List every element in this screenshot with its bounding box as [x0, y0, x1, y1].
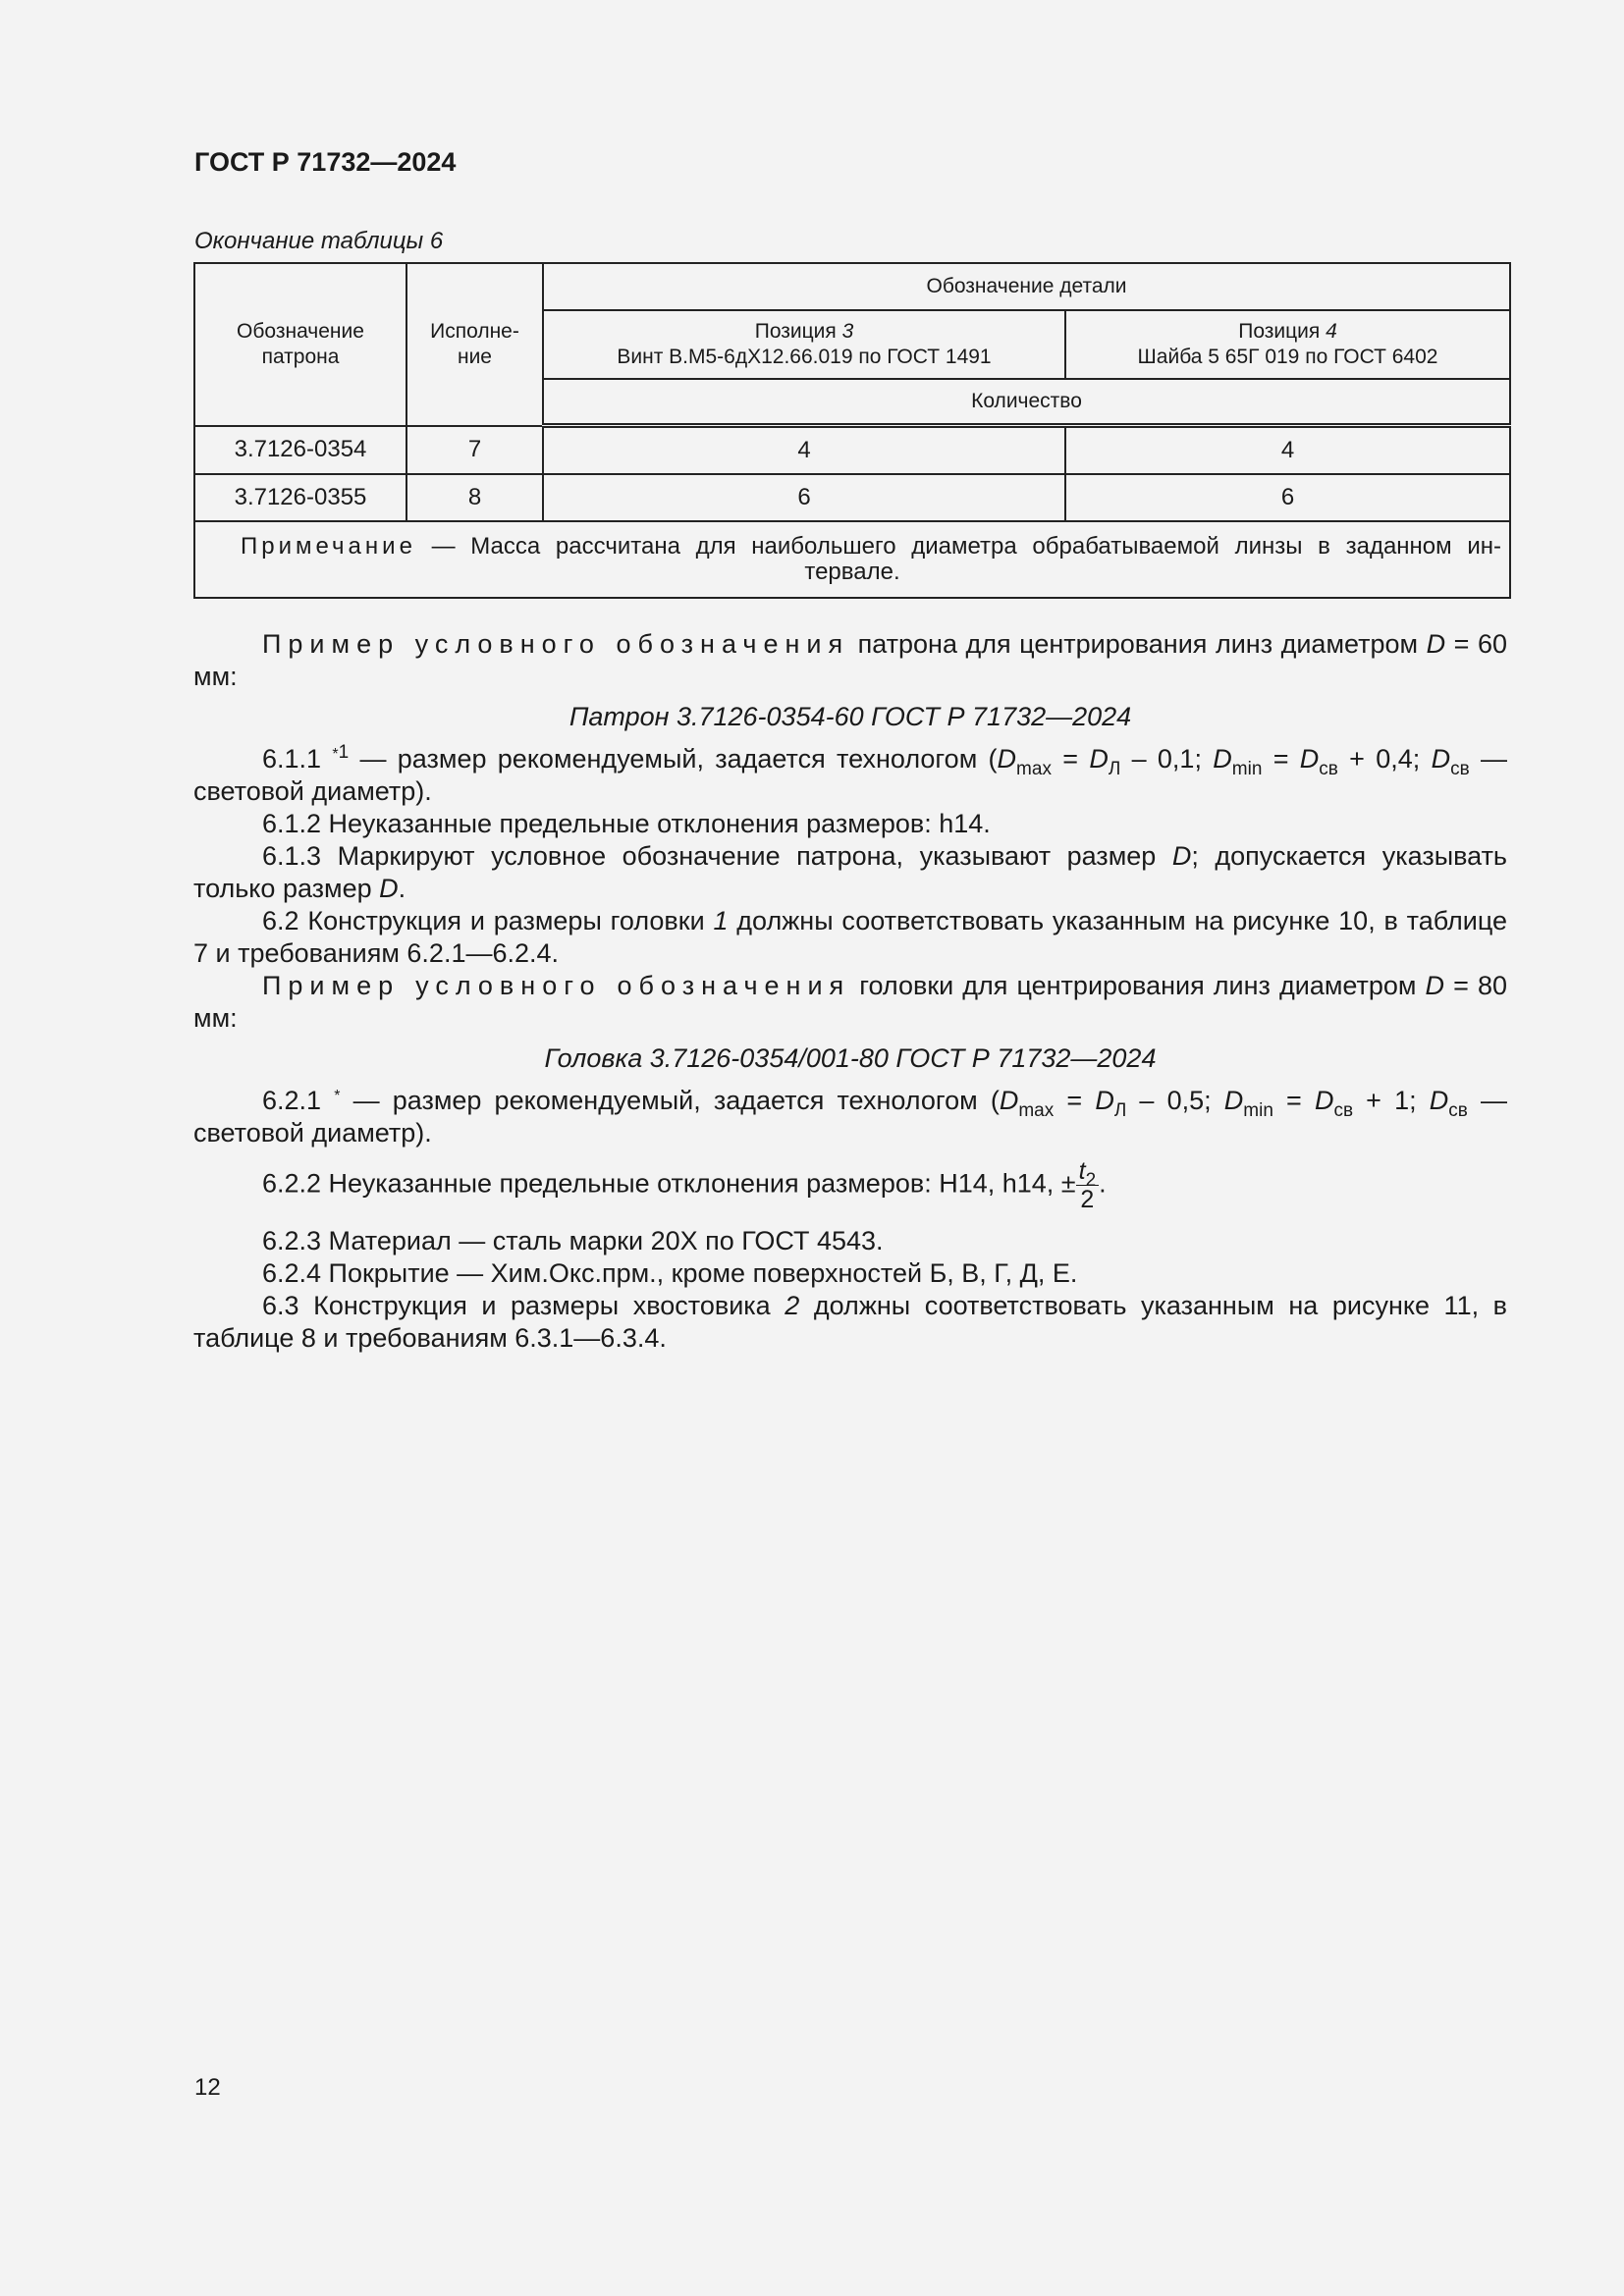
- document-body: [193, 628, 1507, 1355]
- table-caption: Окончание таблицы 6: [194, 228, 444, 254]
- para-6-1-3: 6.1.3 Маркируют условное обозначение патрона, указывают размер D; допускается указывать только размер D.: [193, 841, 1507, 903]
- page-number: 12: [194, 2074, 221, 2101]
- document-header: ГОСТ Р 71732—2024: [194, 147, 457, 177]
- header-pos3: Позиция 3 Винт В.М5-6дХ12.66.019 по ГОСТ 1491: [543, 310, 1065, 379]
- header-pos4: Позиция 4 Шайба 5 65Г 019 по ГОСТ 6402: [1065, 310, 1510, 379]
- cell-isp: 8: [406, 474, 543, 521]
- example-1: Пример условного обозначения патрона для центрирования линз диаметром D = 60 мм:: [193, 629, 1507, 691]
- cell-patron: 3.7126-0354: [194, 426, 406, 475]
- para-6-2-3: 6.2.3 Материал — сталь марки 20Х по ГОСТ 4543.: [262, 1226, 884, 1255]
- header-qty: Количество: [543, 379, 1510, 426]
- example-1-designation: Патрон 3.7126-0354-60 ГОСТ Р 71732—2024: [568, 702, 1132, 731]
- cell-patron: 3.7126-0355: [194, 474, 406, 521]
- cell-pos4: 6: [1065, 474, 1510, 521]
- para-6-2-1: 6.2.1 * — размер рекомендуемый, задается технологом ($D_{max} = D_Л - 0,5$; $D_{min} = D_{св} + 1$; $D_{св}$ — световой диаметр).: [193, 1086, 1507, 1148]
- header-patron: Обозначение патрона: [194, 263, 406, 426]
- header-isp: Исполне-ние: [406, 263, 543, 426]
- header-detail: Обозначение детали: [543, 263, 1510, 310]
- example-2: Пример условного обозначения головки для центрирования линз диаметром D = 80 мм:: [193, 971, 1507, 1033]
- para-6-2: 6.2 Конструкция и размеры головки 1 должны соответствовать указанным на рисунке 10, в таблице 7 и требованиям 6.2.1—6.2.4.: [193, 906, 1507, 968]
- example-2-designation: Головка 3.7126-0354/001-80 ГОСТ Р 71732—2024: [544, 1043, 1157, 1073]
- cell-pos3: 4: [543, 426, 1065, 475]
- table-row: [194, 426, 1510, 475]
- cell-pos3: 6: [543, 474, 1065, 521]
- table-row: [194, 474, 1510, 521]
- note-label: Примечание: [241, 533, 416, 560]
- cell-pos4: 4: [1065, 426, 1510, 475]
- table-6: [193, 262, 1511, 599]
- para-6-3: 6.3 Конструкция и размеры хвостовика 2 должны соответствовать указанным на рисунке 11, в таблице 8 и требованиям 6.3.1—6.3.4.: [193, 1291, 1508, 1353]
- table-note: Примечание — Масса рассчитана для наибольшего диаметра обрабатываемой линзы в заданном ин- тервале.: [194, 521, 1510, 598]
- para-6-1-1: 6.1.1 $^{*1}$ — размер рекомендуемый, задается технологом ($D_{max} = D_Л - 0,1$; $D_{min} = D_{св} + 0,4$; $D_{св}$ — световой диаметр).: [193, 742, 1507, 806]
- para-6-2-4: 6.2.4 Покрытие — Хим.Окс.прм., кроме поверхностей Б, В, Г, Д, Е.: [262, 1258, 1078, 1288]
- para-6-2-2: 6.2.2 Неуказанные предельные отклонения размеров: H14, h14, ± $\frac{t_2}{2}$ .: [262, 1157, 1107, 1213]
- fraction: $\frac{t_2}{2}$: [1076, 1157, 1100, 1213]
- cell-isp: 7: [406, 426, 543, 475]
- para-6-1-2: 6.1.2 Неуказанные предельные отклонения размеров: h14.: [262, 809, 991, 838]
